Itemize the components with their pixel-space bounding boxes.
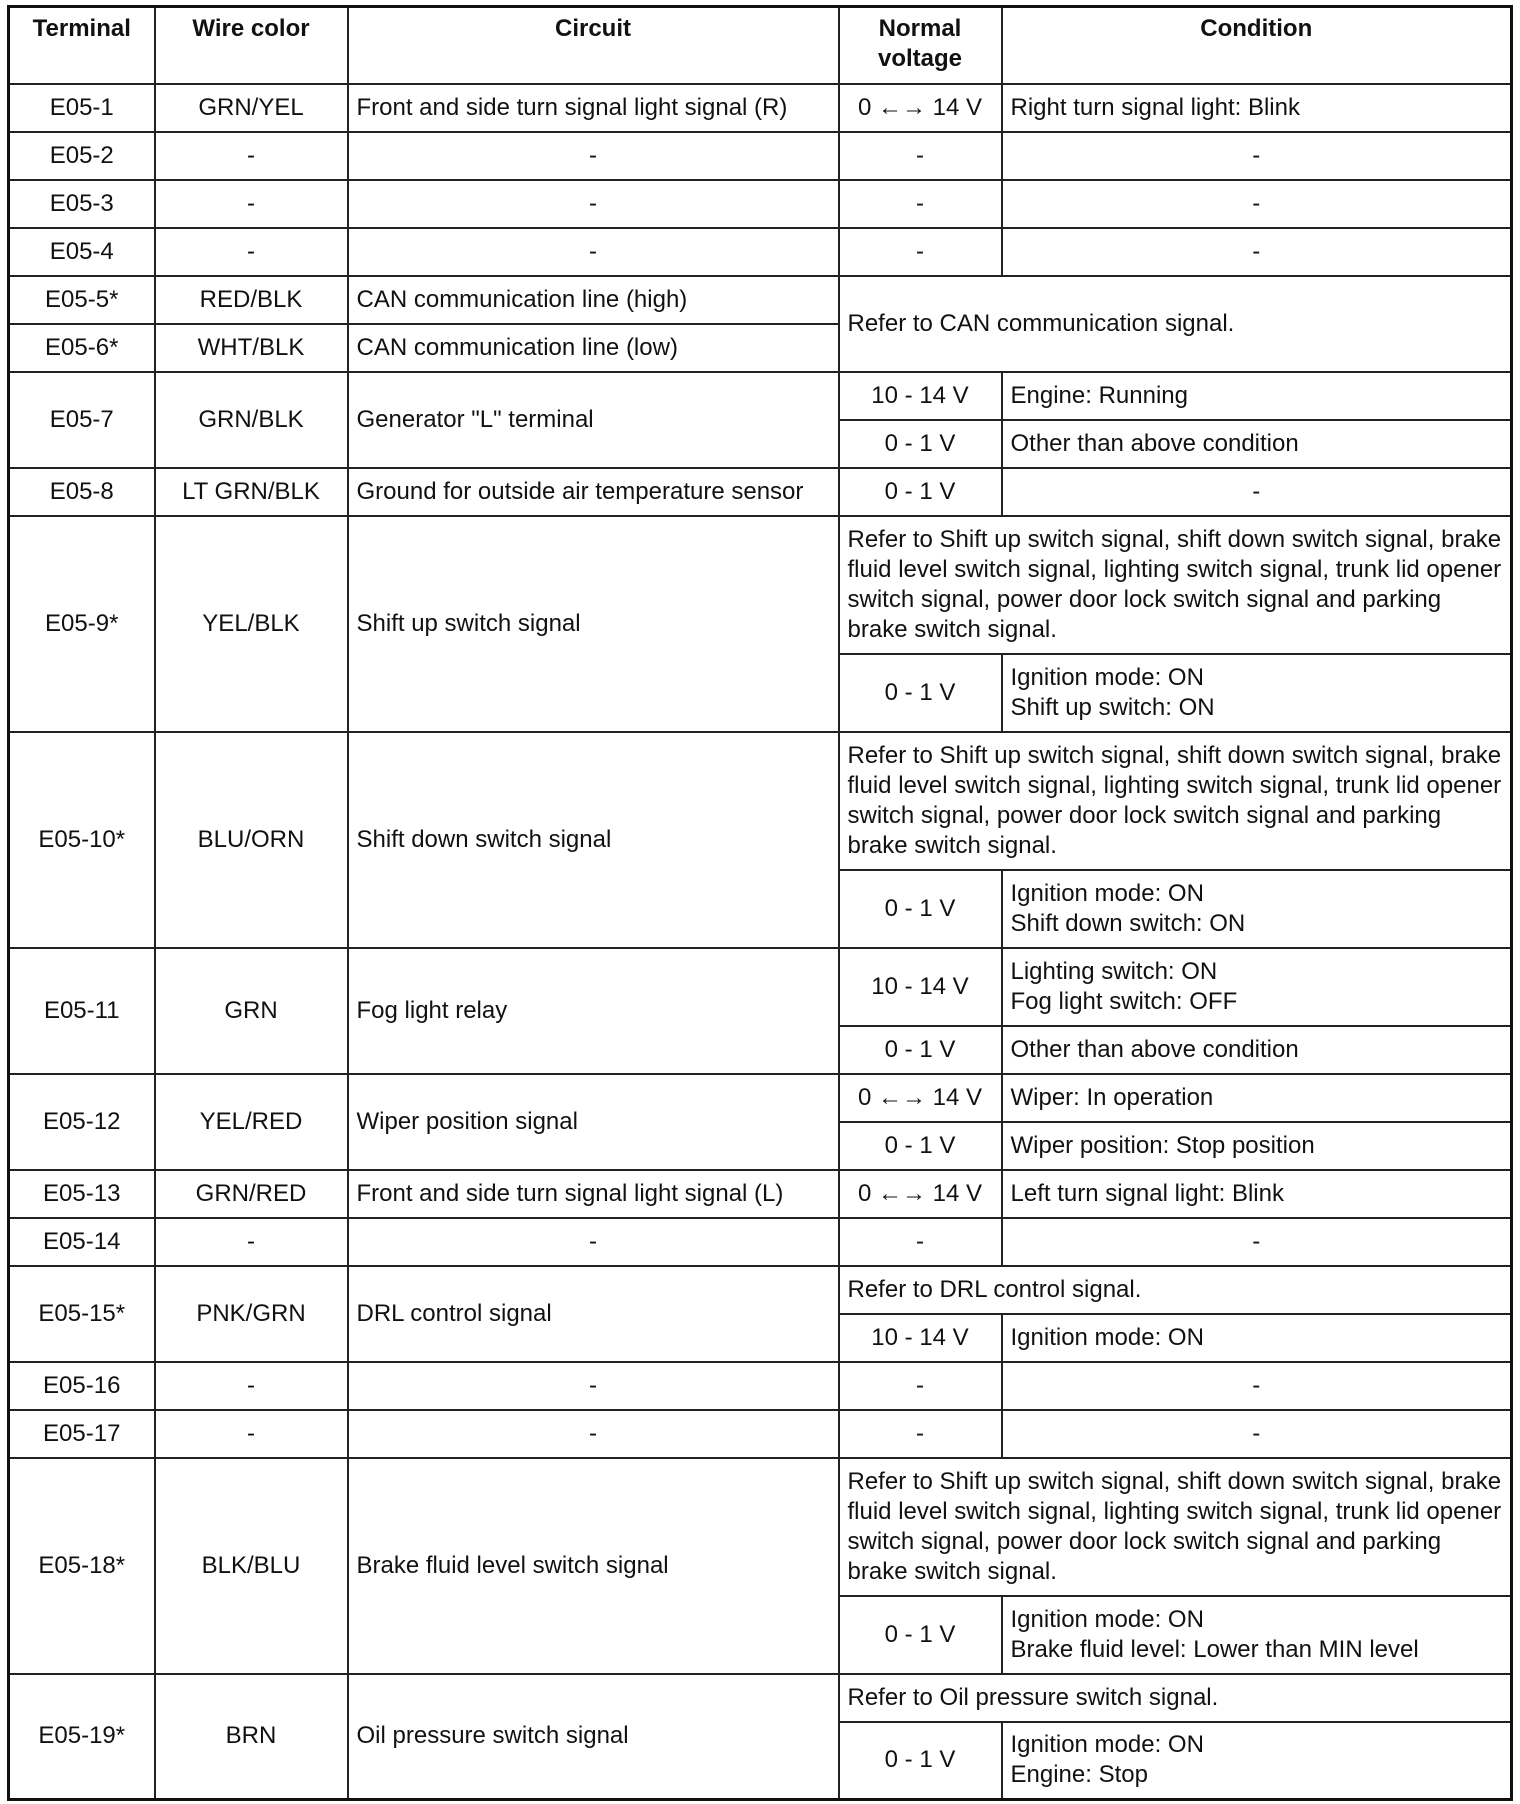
terminal-cell: E05-13 — [9, 1170, 155, 1218]
wire-color-cell: - — [155, 228, 348, 276]
table-row — [9, 84, 1512, 132]
voltage-cell: 0 - 1 V — [839, 1722, 1002, 1800]
voltage-cell: - — [839, 228, 1002, 276]
condition-cell: - — [1002, 1410, 1512, 1458]
wire-color-cell: PNK/GRN — [155, 1266, 348, 1362]
voltage-cell: 0 - 1 V — [839, 1026, 1002, 1074]
wire-color-cell: LT GRN/BLK — [155, 468, 348, 516]
merged-reference-cell: Refer to CAN communication signal. — [839, 276, 1512, 372]
table-row — [9, 132, 1512, 180]
voltage-cell: 0 - 1 V — [839, 420, 1002, 468]
table-row — [9, 732, 1512, 870]
condition-cell — [1002, 1722, 1512, 1800]
table-row — [9, 1218, 1512, 1266]
condition-cell: Wiper: In operation — [1002, 1074, 1512, 1122]
terminal-cell: E05-18* — [9, 1458, 155, 1674]
terminal-cell: E05-6* — [9, 324, 155, 372]
circuit-cell: Wiper position signal — [348, 1074, 839, 1170]
circuit-cell: - — [348, 1218, 839, 1266]
circuit-cell: Oil pressure switch signal — [348, 1674, 839, 1800]
voltage-cell: - — [839, 1362, 1002, 1410]
voltage-cell: 10 - 14 V — [839, 948, 1002, 1026]
condition-cell: Ignition mode: ON — [1002, 1314, 1512, 1362]
voltage-cell: 10 - 14 V — [839, 372, 1002, 420]
condition-line: Fog light switch: OFF — [1010, 987, 1238, 1015]
terminal-cell: E05-10* — [9, 732, 155, 948]
wire-color-cell: - — [155, 1218, 348, 1266]
condition-cell: - — [1002, 468, 1512, 516]
header-wire-color: Wire color — [155, 7, 348, 84]
terminal-table-sheet — [7, 5, 1510, 1800]
wire-color-cell: YEL/RED — [155, 1074, 348, 1170]
merged-reference-cell: Refer to Shift up switch signal, shift down switch signal, brake fluid level switch signal, lighting switch signal, trunk lid opener switch signal, power door lock switch signal and parking brake switch signal. — [839, 732, 1512, 870]
voltage-cell: 0 - 1 V — [839, 1596, 1002, 1674]
circuit-cell: - — [348, 1410, 839, 1458]
table-row — [9, 1674, 1512, 1722]
header-condition: Condition — [1002, 7, 1512, 84]
voltage-cell: 0 ←→ 14 V — [839, 1170, 1002, 1218]
circuit-cell: Fog light relay — [348, 948, 839, 1074]
circuit-cell: - — [348, 132, 839, 180]
header-row — [9, 7, 1512, 84]
wire-color-cell: BRN — [155, 1674, 348, 1800]
condition-cell: Left turn signal light: Blink — [1002, 1170, 1512, 1218]
header-circuit: Circuit — [348, 7, 839, 84]
wire-color-cell: - — [155, 132, 348, 180]
terminal-table — [7, 5, 1513, 1801]
wire-color-cell: RED/BLK — [155, 276, 348, 324]
condition-cell — [1002, 870, 1512, 948]
header-normal-voltage: Normal voltage — [839, 7, 1002, 84]
circuit-cell: Front and side turn signal light signal (L) — [348, 1170, 839, 1218]
condition-cell: - — [1002, 1362, 1512, 1410]
wire-color-cell: GRN/YEL — [155, 84, 348, 132]
merged-reference-cell: Refer to Oil pressure switch signal. — [839, 1674, 1512, 1722]
voltage-cell: - — [839, 1410, 1002, 1458]
wire-color-cell: GRN — [155, 948, 348, 1074]
terminal-cell: E05-8 — [9, 468, 155, 516]
wire-color-cell: - — [155, 1410, 348, 1458]
terminal-cell: E05-19* — [9, 1674, 155, 1800]
condition-cell: Right turn signal light: Blink — [1002, 84, 1512, 132]
circuit-cell: Ground for outside air temperature sensor — [348, 468, 839, 516]
table-row — [9, 1410, 1512, 1458]
voltage-cell: 0 - 1 V — [839, 870, 1002, 948]
condition-line: Brake fluid level: Lower than MIN level — [1010, 1635, 1419, 1663]
merged-reference-cell: Refer to Shift up switch signal, shift down switch signal, brake fluid level switch signal, lighting switch signal, trunk lid opener switch signal, power door lock switch signal and parking brake switch signal. — [839, 1458, 1512, 1596]
wire-color-cell: GRN/RED — [155, 1170, 348, 1218]
wire-color-cell: BLU/ORN — [155, 732, 348, 948]
terminal-cell: E05-7 — [9, 372, 155, 468]
terminal-cell: E05-9* — [9, 516, 155, 732]
condition-cell — [1002, 654, 1512, 732]
circuit-cell: CAN communication line (low) — [348, 324, 839, 372]
circuit-cell: DRL control signal — [348, 1266, 839, 1362]
condition-cell: Engine: Running — [1002, 372, 1512, 420]
circuit-cell: - — [348, 228, 839, 276]
wire-color-cell: - — [155, 180, 348, 228]
condition-cell: Other than above condition — [1002, 1026, 1512, 1074]
table-row — [9, 1266, 1512, 1314]
condition-cell: - — [1002, 180, 1512, 228]
terminal-cell: E05-3 — [9, 180, 155, 228]
condition-cell — [1002, 1596, 1512, 1674]
terminal-cell: E05-17 — [9, 1410, 155, 1458]
table-row — [9, 1074, 1512, 1122]
wire-color-cell: YEL/BLK — [155, 516, 348, 732]
circuit-cell: - — [348, 1362, 839, 1410]
header-terminal: Terminal — [9, 7, 155, 84]
terminal-cell: E05-2 — [9, 132, 155, 180]
terminal-cell: E05-4 — [9, 228, 155, 276]
circuit-cell: Shift up switch signal — [348, 516, 839, 732]
terminal-cell: E05-12 — [9, 1074, 155, 1170]
condition-line: Ignition mode: ON — [1010, 1731, 1204, 1759]
voltage-cell: - — [839, 180, 1002, 228]
condition-line: Ignition mode: ON — [1010, 663, 1204, 691]
terminal-cell: E05-14 — [9, 1218, 155, 1266]
table-row — [9, 948, 1512, 1026]
voltage-cell: - — [839, 1218, 1002, 1266]
condition-cell — [1002, 948, 1512, 1026]
wire-color-cell: WHT/BLK — [155, 324, 348, 372]
table-row — [9, 468, 1512, 516]
table-row — [9, 228, 1512, 276]
table-row — [9, 1458, 1512, 1596]
merged-reference-cell: Refer to DRL control signal. — [839, 1266, 1512, 1314]
terminal-cell: E05-5* — [9, 276, 155, 324]
circuit-cell: Generator "L" terminal — [348, 372, 839, 468]
condition-cell: - — [1002, 132, 1512, 180]
condition-cell: - — [1002, 1218, 1512, 1266]
voltage-cell: 0 - 1 V — [839, 1122, 1002, 1170]
voltage-cell: 0 ←→ 14 V — [839, 84, 1002, 132]
terminal-cell: E05-15* — [9, 1266, 155, 1362]
circuit-cell: CAN communication line (high) — [348, 276, 839, 324]
condition-line: Shift up switch: ON — [1010, 693, 1215, 721]
table-row — [9, 180, 1512, 228]
condition-line: Ignition mode: ON — [1010, 1605, 1204, 1633]
merged-reference-cell: Refer to Shift up switch signal, shift down switch signal, brake fluid level switch signal, lighting switch signal, trunk lid opener switch signal, power door lock switch signal and parking brake switch signal. — [839, 516, 1512, 654]
condition-line: Lighting switch: ON — [1010, 957, 1218, 985]
voltage-cell: - — [839, 132, 1002, 180]
wire-color-cell: BLK/BLU — [155, 1458, 348, 1674]
voltage-cell: 0 - 1 V — [839, 468, 1002, 516]
table-row — [9, 516, 1512, 654]
circuit-cell: Shift down switch signal — [348, 732, 839, 948]
table-row — [9, 1170, 1512, 1218]
voltage-cell: 0 ←→ 14 V — [839, 1074, 1002, 1122]
table-row — [9, 1362, 1512, 1410]
wire-color-cell: GRN/BLK — [155, 372, 348, 468]
terminal-cell: E05-16 — [9, 1362, 155, 1410]
condition-line: Engine: Stop — [1010, 1761, 1148, 1789]
condition-cell: Other than above condition — [1002, 420, 1512, 468]
terminal-cell: E05-1 — [9, 84, 155, 132]
condition-cell: Wiper position: Stop position — [1002, 1122, 1512, 1170]
terminal-cell: E05-11 — [9, 948, 155, 1074]
voltage-cell: 10 - 14 V — [839, 1314, 1002, 1362]
table-row — [9, 276, 1512, 324]
circuit-cell: Brake fluid level switch signal — [348, 1458, 839, 1674]
condition-line: Ignition mode: ON — [1010, 879, 1204, 907]
condition-line: Shift down switch: ON — [1010, 909, 1246, 937]
voltage-cell: 0 - 1 V — [839, 654, 1002, 732]
condition-cell: - — [1002, 228, 1512, 276]
circuit-cell: - — [348, 180, 839, 228]
wire-color-cell: - — [155, 1362, 348, 1410]
circuit-cell: Front and side turn signal light signal (R) — [348, 84, 839, 132]
table-row — [9, 372, 1512, 420]
